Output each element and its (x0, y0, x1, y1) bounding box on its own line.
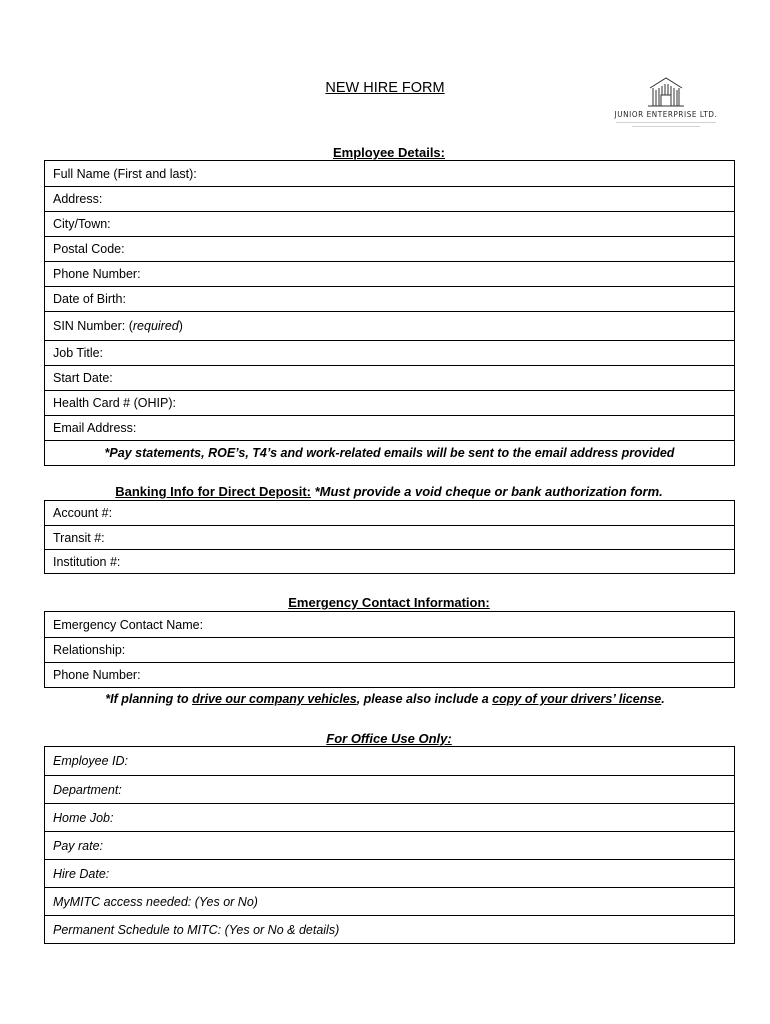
field-hire-date[interactable]: Hire Date: (45, 859, 734, 887)
page-title: NEW HIRE FORM (325, 80, 445, 96)
field-employee-id[interactable]: Employee ID: (53, 754, 129, 768)
emergency-heading: Emergency Contact Information: (288, 595, 490, 610)
field-emergency-phone[interactable]: Phone Number: (45, 662, 734, 687)
field-sin-number[interactable] (45, 311, 734, 340)
field-permanent-schedule[interactable]: Permanent Schedule to MITC: (Yes or No & details) (45, 915, 734, 943)
logo-wordmark: JUNIOR ENTERPRISE LTD. (614, 110, 718, 119)
email-note: *Pay statements, ROE’s, T4’s and work-related emails will be sent to the email address provided (45, 440, 734, 465)
logo-tagline-line (616, 122, 716, 123)
emergency-table (44, 611, 735, 688)
office-use-table (44, 746, 735, 944)
sin-close-paren: ) (178, 319, 183, 333)
employee-details-table (44, 160, 735, 466)
field-mymitc-access[interactable]: MyMITC access needed: (Yes or No) (45, 887, 734, 915)
field-email-address[interactable]: Email Address: (45, 415, 734, 440)
field-phone-number[interactable]: Phone Number: (45, 261, 734, 286)
field-institution-number[interactable]: Institution #: (45, 549, 734, 573)
office-use-heading: For Office Use Only: (326, 731, 452, 746)
field-relationship[interactable]: Relationship: (45, 637, 734, 662)
sin-required-label: required (132, 319, 179, 333)
field-city-town[interactable]: City/Town: (45, 211, 734, 236)
field-department[interactable]: Department: (45, 775, 734, 803)
field-full-name[interactable]: Full Name (First and last): (53, 166, 197, 181)
company-vehicles-text: drive our company vehicles (192, 692, 357, 706)
field-transit-number[interactable]: Transit #: (45, 525, 734, 549)
banking-heading: Banking Info for Direct Deposit: *Must provide a void cheque or bank authorization form. (115, 484, 663, 499)
logo-tagline-line (632, 126, 700, 127)
field-job-title[interactable]: Job Title: (45, 340, 734, 365)
employee-details-heading: Employee Details: (333, 145, 445, 160)
field-emergency-contact-name[interactable]: Emergency Contact Name: (53, 617, 204, 632)
sin-label: SIN Number: ( (53, 319, 133, 333)
drivers-license-text: copy of your drivers’ license (492, 692, 662, 706)
field-home-job[interactable]: Home Job: (45, 803, 734, 831)
house-logo-icon (612, 75, 720, 109)
banking-table (44, 500, 735, 574)
field-account-number[interactable]: Account #: (53, 506, 113, 520)
company-logo (612, 75, 724, 137)
vehicle-license-note: *If planning to drive our company vehicles, please also include a copy of your drivers’ license. (105, 692, 665, 706)
field-pay-rate[interactable]: Pay rate: (45, 831, 734, 859)
field-start-date[interactable]: Start Date: (45, 365, 734, 390)
field-address[interactable]: Address: (45, 186, 734, 211)
field-postal-code[interactable]: Postal Code: (45, 236, 734, 261)
field-health-card[interactable]: Health Card # (OHIP): (45, 390, 734, 415)
field-date-of-birth[interactable]: Date of Birth: (45, 286, 734, 311)
